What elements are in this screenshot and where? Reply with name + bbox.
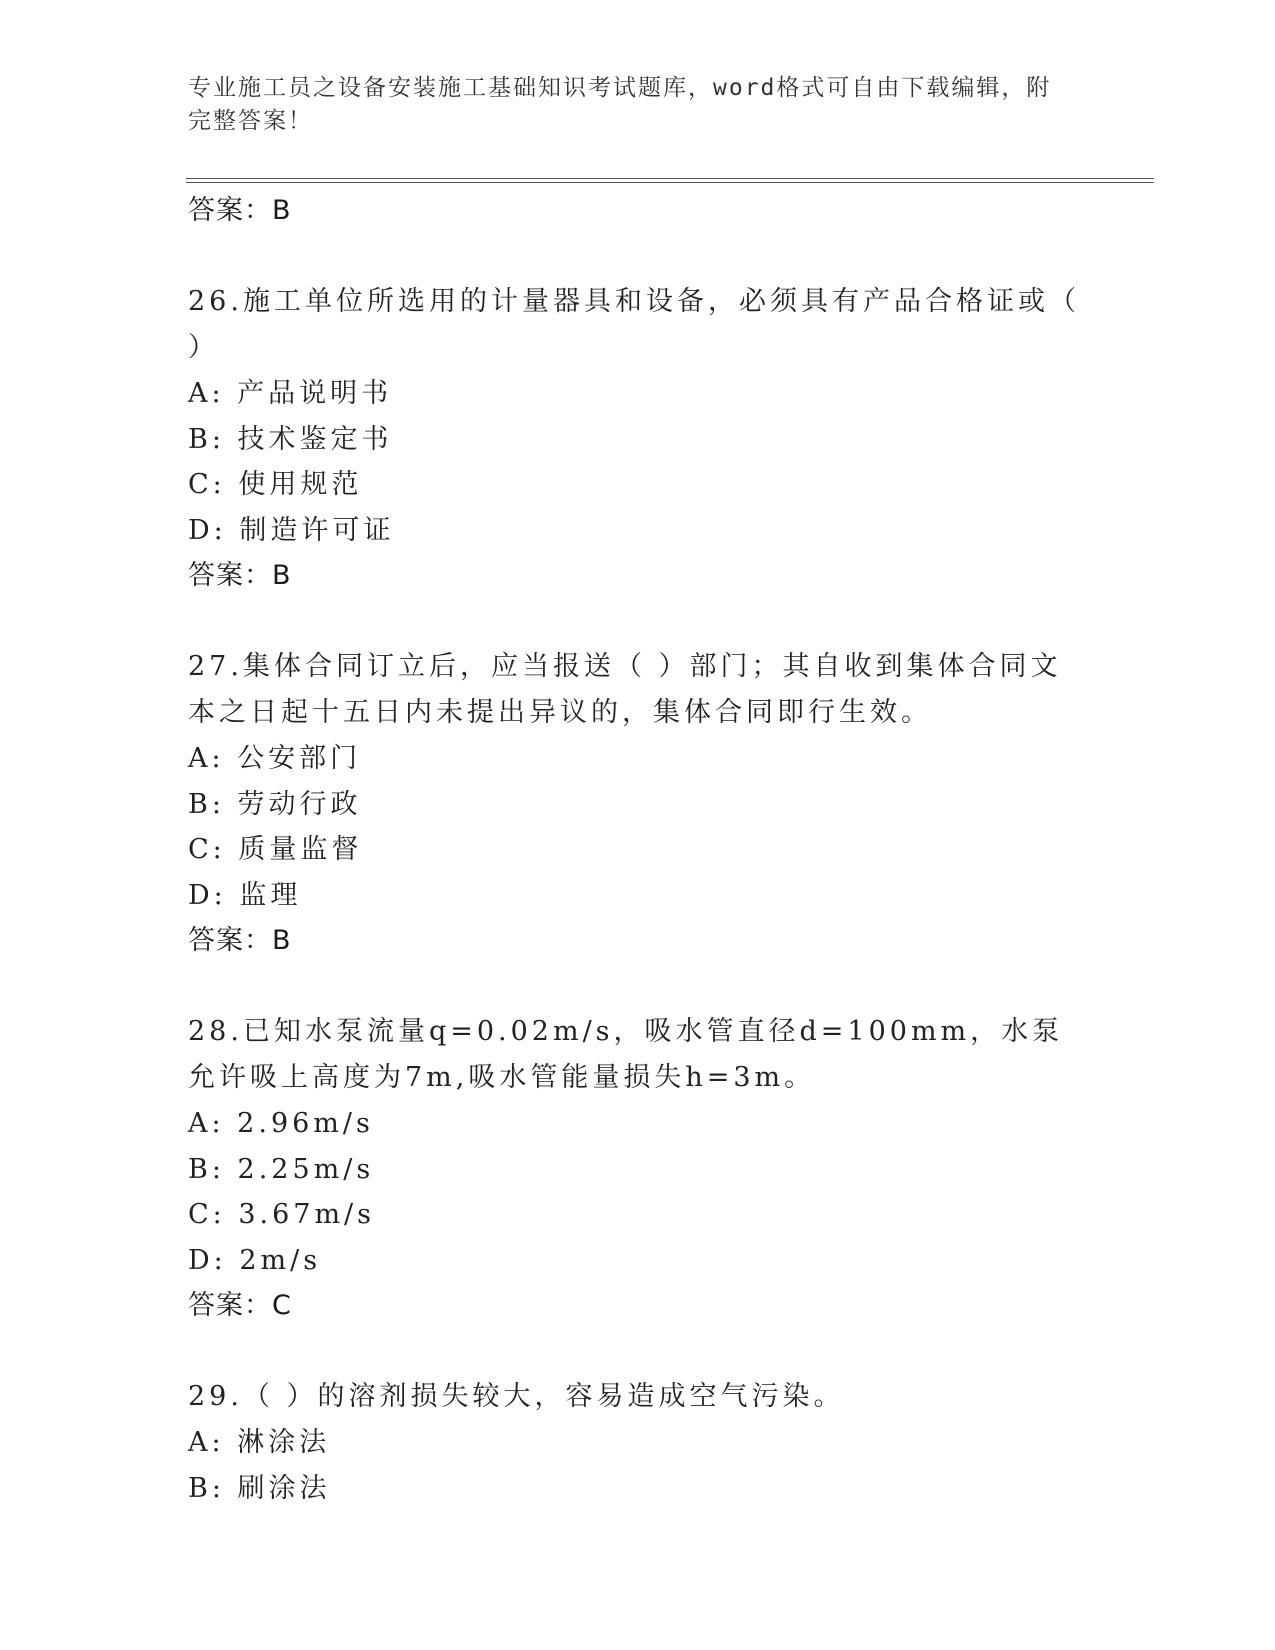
header-divider xyxy=(186,178,1154,183)
question-stem: 29.（ ）的溶剂损失较大，容易造成空气污染。 xyxy=(188,1381,845,1412)
option-c: C: 3.67m/s xyxy=(188,1199,376,1230)
option-a: A: 淋涂法 xyxy=(188,1427,331,1458)
option-a: A: 公安部门 xyxy=(188,743,362,774)
answer-line: 答案：C xyxy=(188,1290,292,1321)
answer-line: 答案：B xyxy=(188,925,292,956)
question-stem: 28.已知水泵流量q=0.02m/s，吸水管直径d=100mm，水泵允许吸上高度为7m,吸水管能量损失h=3m。 xyxy=(188,1016,1064,1093)
question-27 xyxy=(188,644,1088,963)
option-d: D: 监理 xyxy=(188,879,302,911)
option-d: D: 2m/s xyxy=(188,1244,322,1276)
question-29 xyxy=(188,1374,1088,1511)
option-a: A: 产品说明书 xyxy=(188,378,393,409)
question-28 xyxy=(188,1009,1088,1328)
option-b: B: 刷涂法 xyxy=(188,1472,331,1504)
option-d: D: 制造许可证 xyxy=(188,514,395,546)
option-a: A: 2.96m/s xyxy=(188,1108,374,1139)
question-26 xyxy=(188,279,1088,598)
option-c: C: 质量监督 xyxy=(188,834,363,865)
option-c: C: 使用规范 xyxy=(188,469,363,500)
answer-line: 答案：B xyxy=(188,560,292,591)
option-b: B: 技术鉴定书 xyxy=(188,423,393,455)
page-header: 专业施工员之设备安装施工基础知识考试题库，word格式可自由下载编辑，附完整答案！ xyxy=(188,75,1052,134)
question-stem: 26.施工单位所选用的计量器具和设备，必须具有产品合格证或（ ） xyxy=(188,286,1080,363)
document-body xyxy=(188,188,1088,1511)
option-b: B: 2.25m/s xyxy=(188,1153,375,1185)
answer-line: 答案：B xyxy=(188,195,292,226)
option-b: B: 劳动行政 xyxy=(188,788,362,820)
question-stem: 27.集体合同订立后，应当报送（ ）部门；其自收到集体合同文本之日起十五日内未提出异议的，集体合同即行生效。 xyxy=(188,651,1062,728)
